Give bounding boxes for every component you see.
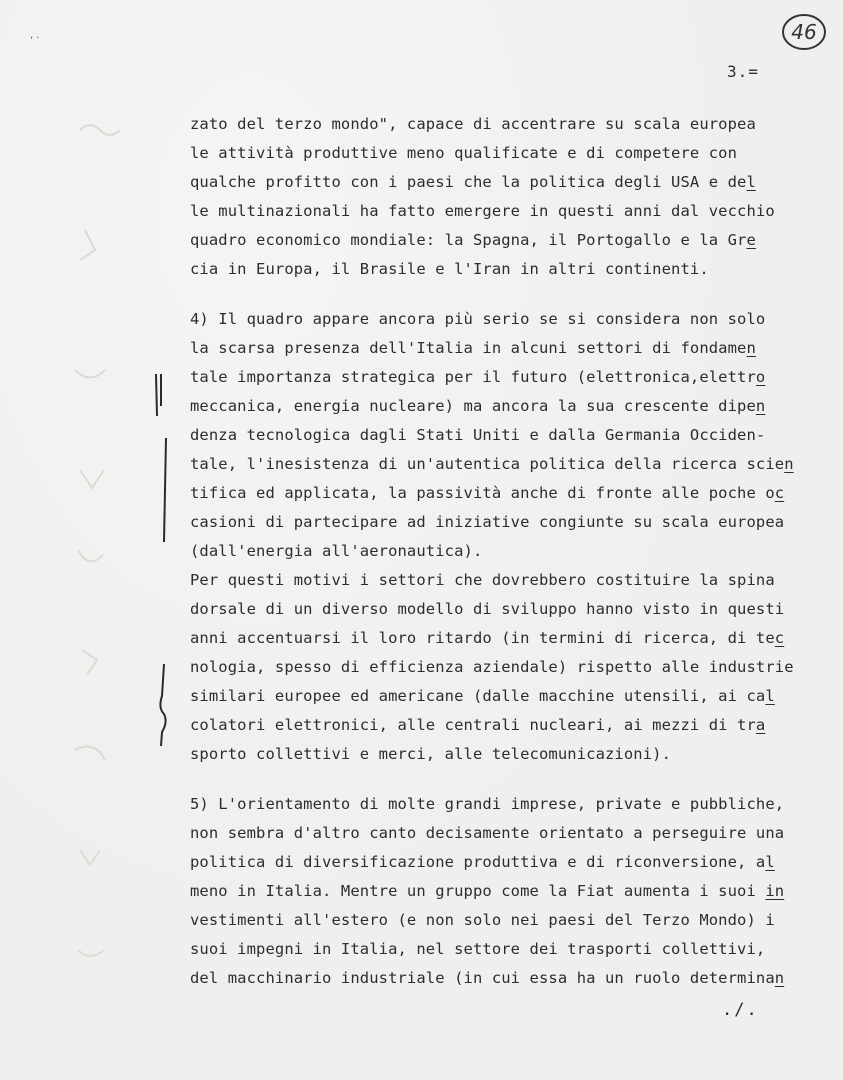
text-line — [190, 392, 830, 421]
text-line-content: vestimenti all'estero (e non solo nei paesi del Terzo Mondo) i — [190, 911, 775, 929]
handwritten-page-number-text: 46 — [791, 20, 817, 44]
text-line-content: (dall'energia all'aeronautica). — [190, 542, 483, 560]
text-line-content: meno in Italia. Mentre un gruppo come la Fiat aumenta i suoi — [190, 882, 766, 900]
margin-vertical-line-mark — [156, 436, 176, 544]
text-line-content: colatori elettronici, alle centrali nucleari, ai mezzi di tr — [190, 716, 756, 734]
text-line-content: suoi impegni in Italia, nel settore dei trasporti collettivi, — [190, 940, 766, 958]
text-line-content: zato del terzo mondo", capace di accentrare su scala europea — [190, 115, 756, 133]
text-line-content: politica di diversificazione produttiva e di riconversione, a — [190, 853, 766, 871]
text-line — [190, 537, 830, 566]
text-line-content: la scarsa presenza dell'Italia in alcuni settori di fondame — [190, 339, 747, 357]
text-line — [190, 595, 830, 624]
underlined-hyphen-letters: c — [774, 629, 785, 647]
text-line — [190, 624, 830, 653]
page-header-number: 3.= — [727, 62, 759, 81]
text-line — [190, 877, 830, 906]
text-line — [190, 305, 830, 334]
text-line — [190, 682, 830, 711]
margin-wavy-line-mark — [152, 662, 176, 748]
underlined-hyphen-letters: n — [784, 455, 794, 473]
paragraph-gap — [190, 769, 830, 790]
text-line — [190, 935, 830, 964]
underlined-hyphen-letters: l — [765, 687, 775, 705]
underlined-hyphen-letters: l — [746, 173, 756, 191]
text-line — [190, 421, 830, 450]
text-line — [190, 363, 830, 392]
text-line-content: le attività produttive meno qualificate e di competere con — [190, 144, 738, 162]
text-line-content: del macchinario industriale (in cui essa ha un ruolo determina — [190, 969, 775, 987]
typed-body-text — [190, 110, 830, 993]
text-line-content: sporto collettivi e merci, alle telecomunicazioni). — [190, 745, 672, 763]
text-line — [190, 508, 830, 537]
underlined-hyphen-letters: a — [755, 716, 766, 734]
text-line — [190, 168, 830, 197]
text-line-content: meccanica, energia nucleare) ma ancora la sua crescente dipe — [190, 397, 756, 415]
text-line-content: nologia, spesso di efficienza aziendale) rispetto alle industrie — [190, 658, 794, 676]
text-line-content: 5) L'orientamento di molte grandi imprese, private e pubbliche, — [190, 795, 785, 813]
text-line — [190, 450, 830, 479]
text-line — [190, 110, 830, 139]
underlined-hyphen-letters: in — [765, 882, 785, 900]
text-line-content: cia in Europa, il Brasile e l'Iran in altri continenti. — [190, 260, 709, 278]
text-line — [190, 790, 830, 819]
underlined-hyphen-letters: n — [774, 969, 785, 987]
text-line-content: anni accentuarsi il loro ritardo (in termini di ricerca, di te — [190, 629, 775, 647]
underlined-hyphen-letters: l — [765, 853, 775, 871]
text-line — [190, 566, 830, 595]
margin-double-bar-mark — [150, 372, 170, 418]
text-line-content: dorsale di un diverso modello di sviluppo hanno visto in questi — [190, 600, 785, 618]
text-line — [190, 964, 830, 993]
text-line-content: casioni di partecipare ad iniziative congiunte su scala europea — [190, 513, 785, 531]
paragraph-gap — [190, 284, 830, 305]
text-line-content: denza tecnologica dagli Stati Uniti e dalla Germania Occiden- — [190, 426, 766, 444]
underlined-hyphen-letters: e — [746, 231, 756, 249]
text-line-content: le multinazionali ha fatto emergere in questi anni dal vecchio — [190, 202, 775, 220]
continuation-mark: ./. — [722, 1000, 759, 1020]
corner-marks: , . — [30, 30, 40, 41]
text-line — [190, 334, 830, 363]
text-line — [190, 139, 830, 168]
text-line-content: tale importanza strategica per il futuro (elettronica,elettr — [190, 368, 756, 386]
text-line — [190, 255, 830, 284]
text-line — [190, 479, 830, 508]
underlined-hyphen-letters: n — [746, 339, 756, 357]
text-line — [190, 226, 830, 255]
text-line-content: tifica ed applicata, la passività anche di fronte alle poche o — [190, 484, 775, 502]
text-line — [190, 819, 830, 848]
text-line-content: quadro economico mondiale: la Spagna, il Portogallo e la Gr — [190, 231, 747, 249]
text-line-content: Per questi motivi i settori che dovrebbero costituire la spina — [190, 571, 775, 589]
text-line-content: 4) Il quadro appare ancora più serio se si considera non solo — [190, 310, 766, 328]
text-line — [190, 740, 830, 769]
text-line — [190, 197, 830, 226]
text-line — [190, 848, 830, 877]
handwritten-page-number — [780, 12, 828, 52]
bleed-through-marks — [60, 90, 120, 1050]
underlined-hyphen-letters: c — [774, 484, 785, 502]
text-line — [190, 906, 830, 935]
text-line — [190, 653, 830, 682]
text-line-content: non sembra d'altro canto decisamente orientato a perseguire una — [190, 824, 785, 842]
underlined-hyphen-letters: n — [755, 397, 766, 415]
underlined-hyphen-letters: o — [755, 368, 766, 386]
text-line-content: tale, l'inesistenza di un'autentica politica della ricerca scie — [190, 455, 785, 473]
text-line-content: qualche profitto con i paesi che la politica degli USA e de — [190, 173, 747, 191]
text-line — [190, 711, 830, 740]
text-line-content: similari europee ed americane (dalle macchine utensili, ai ca — [190, 687, 766, 705]
